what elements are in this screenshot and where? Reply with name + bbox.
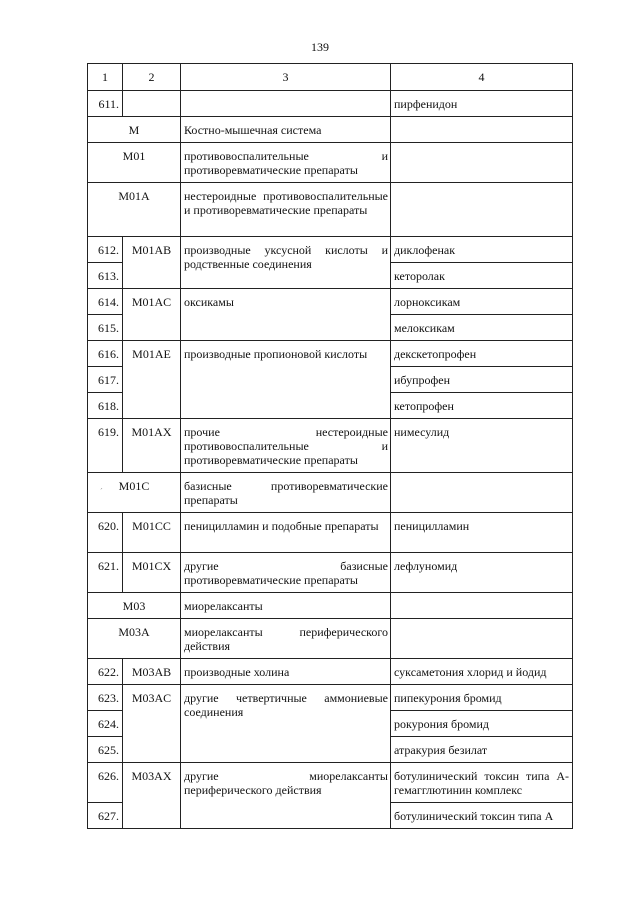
drug-name: лорноксикам bbox=[391, 289, 573, 315]
group-description bbox=[181, 91, 391, 117]
group-code: M01C bbox=[88, 473, 181, 513]
group-row bbox=[88, 117, 573, 143]
drug-name: пирфенидон bbox=[391, 91, 573, 117]
drug-name bbox=[391, 593, 573, 619]
group-row bbox=[88, 593, 573, 619]
drug-name: суксаметония хлорид и йодид bbox=[391, 659, 573, 685]
drug-name bbox=[391, 183, 573, 237]
group-row bbox=[88, 473, 573, 513]
group-description: Костно-мышечная система bbox=[181, 117, 391, 143]
group-row bbox=[88, 143, 573, 183]
atc-code: M03AX bbox=[123, 763, 181, 829]
group-description: другие базисные противоревматические препараты bbox=[181, 553, 391, 593]
group-description: пеницилламин и подобные препараты bbox=[181, 513, 391, 553]
group-description: производные холина bbox=[181, 659, 391, 685]
medication-table bbox=[87, 63, 573, 829]
group-description: противовоспалительные и противоревматические препараты bbox=[181, 143, 391, 183]
group-description: базисные противоревматические препараты bbox=[181, 473, 391, 513]
row-number: 618. bbox=[88, 393, 123, 419]
drug-name bbox=[391, 473, 573, 513]
group-description: оксикамы bbox=[181, 289, 391, 341]
table-row bbox=[88, 763, 573, 803]
row-number: 624. bbox=[88, 711, 123, 737]
group-description: миорелаксанты периферического действия bbox=[181, 619, 391, 659]
row-number: 615. bbox=[88, 315, 123, 341]
group-code: M01 bbox=[88, 143, 181, 183]
drug-name: диклофенак bbox=[391, 237, 573, 263]
drug-name: нимесулид bbox=[391, 419, 573, 473]
group-description: производные уксусной кислоты и родственные соединения bbox=[181, 237, 391, 289]
drug-name: ибупрофен bbox=[391, 367, 573, 393]
table-header-row bbox=[88, 64, 573, 91]
group-code: M03 bbox=[88, 593, 181, 619]
atc-code: M01AB bbox=[123, 237, 181, 289]
row-number: 611. bbox=[88, 91, 123, 117]
row-number: 617. bbox=[88, 367, 123, 393]
table-row bbox=[88, 419, 573, 473]
group-description: нестероидные противовоспалительные и противоревматические препараты bbox=[181, 183, 391, 237]
atc-code: M01CX bbox=[123, 553, 181, 593]
atc-code: M01AE bbox=[123, 341, 181, 419]
atc-code: M03AB bbox=[123, 659, 181, 685]
atc-code bbox=[123, 91, 181, 117]
atc-code: M03AC bbox=[123, 685, 181, 763]
drug-name: лефлуномид bbox=[391, 553, 573, 593]
atc-code: M01CC bbox=[123, 513, 181, 553]
drug-name: декскетопрофен bbox=[391, 341, 573, 367]
group-row bbox=[88, 619, 573, 659]
drug-name: пипекурония бромид bbox=[391, 685, 573, 711]
row-number: 614. bbox=[88, 289, 123, 315]
drug-name bbox=[391, 143, 573, 183]
drug-name: ботулинический токсин типа А bbox=[391, 803, 573, 829]
group-code: M03A bbox=[88, 619, 181, 659]
row-number: 621. bbox=[88, 553, 123, 593]
group-code: M01A bbox=[88, 183, 181, 237]
group-description: миорелаксанты bbox=[181, 593, 391, 619]
row-number: 616. bbox=[88, 341, 123, 367]
group-description: производные пропионовой кислоты bbox=[181, 341, 391, 419]
header-col-2: 2 bbox=[123, 64, 181, 91]
drug-name bbox=[391, 619, 573, 659]
scan-mark: ´ bbox=[100, 487, 103, 496]
drug-name: атракурия безилат bbox=[391, 737, 573, 763]
row-number: 623. bbox=[88, 685, 123, 711]
page-number: 139 bbox=[311, 40, 329, 54]
drug-name bbox=[391, 117, 573, 143]
drug-name: ботулинический токсин типа А-гемагглютинин комплекс bbox=[391, 763, 573, 803]
drug-name: пеницилламин bbox=[391, 513, 573, 553]
table-row bbox=[88, 91, 573, 117]
row-number: 627. bbox=[88, 803, 123, 829]
drug-name: рокурония бромид bbox=[391, 711, 573, 737]
row-number: 626. bbox=[88, 763, 123, 803]
drug-name: кетопрофен bbox=[391, 393, 573, 419]
group-description: другие миорелаксанты периферического действия bbox=[181, 763, 391, 829]
group-row bbox=[88, 183, 573, 237]
drug-name: кеторолак bbox=[391, 263, 573, 289]
row-number: 612. bbox=[88, 237, 123, 263]
header-col-1: 1 bbox=[88, 64, 123, 91]
table-row bbox=[88, 553, 573, 593]
drug-name: мелоксикам bbox=[391, 315, 573, 341]
table-row bbox=[88, 659, 573, 685]
row-number: 613. bbox=[88, 263, 123, 289]
row-number: 622. bbox=[88, 659, 123, 685]
row-number: 625. bbox=[88, 737, 123, 763]
table-row bbox=[88, 685, 573, 711]
table-row bbox=[88, 341, 573, 367]
row-number: 619. bbox=[88, 419, 123, 473]
header-col-4: 4 bbox=[391, 64, 573, 91]
atc-code: M01AX bbox=[123, 419, 181, 473]
row-number: 620. bbox=[88, 513, 123, 553]
atc-code: M01AC bbox=[123, 289, 181, 341]
group-description: другие четвертичные аммониевые соединения bbox=[181, 685, 391, 763]
group-description: прочие нестероидные противовоспалительные и противоревматические препараты bbox=[181, 419, 391, 473]
group-code: M bbox=[88, 117, 181, 143]
header-col-3: 3 bbox=[181, 64, 391, 91]
table-row bbox=[88, 513, 573, 553]
table-row bbox=[88, 237, 573, 263]
table-row bbox=[88, 289, 573, 315]
